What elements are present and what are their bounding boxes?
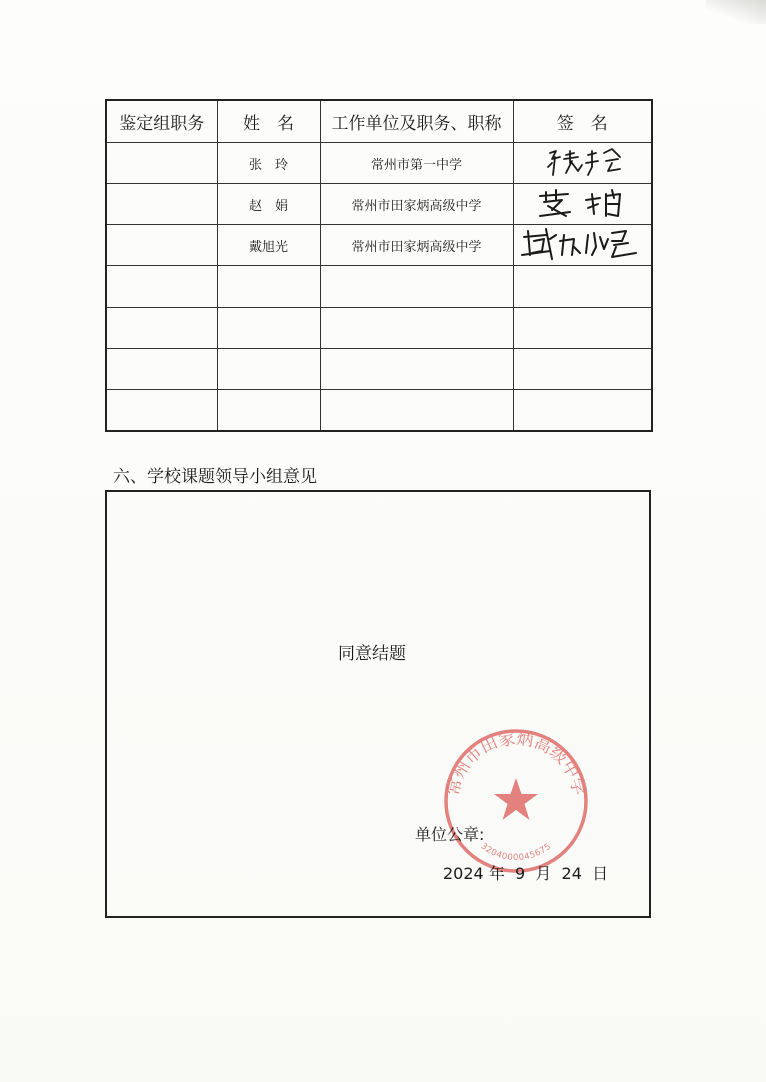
handwritten-signature-zhao-juan (522, 186, 642, 222)
cell-role (106, 184, 217, 225)
header-role: 鉴定组职务 (106, 100, 217, 143)
date-day: 24 (561, 864, 582, 883)
cell-signature (513, 225, 652, 266)
cell-role (106, 143, 217, 184)
cell-name: 赵 娟 (217, 184, 320, 225)
cell-role (106, 225, 217, 266)
table-row (106, 348, 652, 389)
cell-name (217, 389, 320, 431)
handwritten-signature-dai-xuguang (516, 225, 648, 265)
date-year: 2024 (443, 864, 484, 883)
cell-name (217, 266, 320, 307)
seal-code-path: 3204000045675 (478, 841, 554, 864)
seal-star-icon (494, 778, 538, 820)
cell-signature (513, 348, 652, 389)
leadership-opinion-box (105, 490, 651, 918)
appraisal-group-table (105, 99, 653, 432)
table-row (106, 389, 652, 431)
cell-unit (320, 266, 513, 307)
cell-name (217, 348, 320, 389)
header-unit: 工作单位及职务、职称 (320, 100, 513, 143)
section-title: 六、学校课题领导小组意见 (113, 467, 317, 487)
header-name: 姓 名 (217, 100, 320, 143)
cell-unit: 常州市田家炳高级中学 (320, 184, 513, 225)
cell-role (106, 266, 217, 307)
cell-name: 戴旭光 (217, 225, 320, 266)
table-header-row (106, 100, 652, 143)
table-row (106, 184, 652, 225)
unit-seal-label: 单位公章: (415, 825, 485, 844)
opinion-text: 同意结题 (338, 644, 406, 664)
date-month: 9 (515, 864, 526, 883)
table-row (106, 225, 652, 266)
cell-signature (513, 389, 652, 431)
cell-signature (513, 307, 652, 348)
table-row (106, 266, 652, 307)
cell-role (106, 307, 217, 348)
cell-role (106, 348, 217, 389)
header-signature: 签 名 (513, 100, 652, 143)
date-day-unit: 日 (592, 864, 609, 883)
cell-unit (320, 389, 513, 431)
cell-unit (320, 348, 513, 389)
table-row (106, 143, 652, 184)
cell-role (106, 389, 217, 431)
cell-signature (513, 143, 652, 184)
handwritten-signature-zhang-ling (522, 145, 642, 181)
seal-text-path: 常州市田家炳高级中学 (443, 728, 589, 798)
cell-signature (513, 266, 652, 307)
cell-name: 张 玲 (217, 143, 320, 184)
cell-unit: 常州市第一中学 (320, 143, 513, 184)
date-year-unit: 年 (488, 864, 505, 883)
seal-code (479, 841, 554, 863)
cell-name (217, 307, 320, 348)
date-line (443, 861, 608, 884)
cell-unit (320, 307, 513, 348)
official-seal-stamp (441, 726, 591, 876)
date-month-unit: 月 (535, 864, 552, 883)
table-row (106, 307, 652, 348)
page-corner-shadow (706, 0, 766, 24)
cell-signature (513, 184, 652, 225)
cell-unit: 常州市田家炳高级中学 (320, 225, 513, 266)
